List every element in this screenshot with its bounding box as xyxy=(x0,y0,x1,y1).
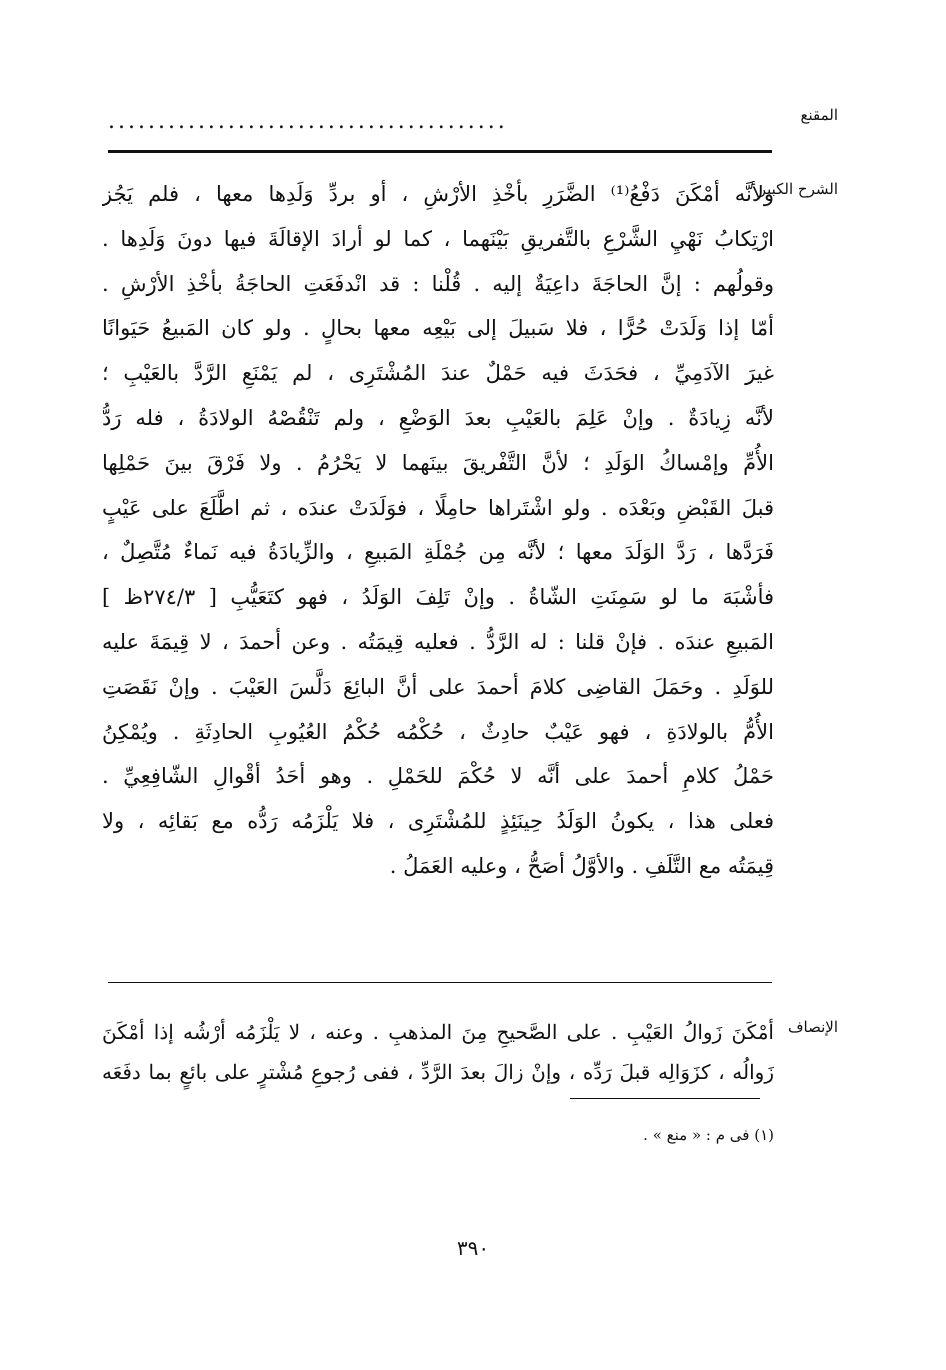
header-title: المقنع xyxy=(800,106,838,124)
page-number: ٣٩٠ xyxy=(456,1236,490,1260)
sharh-line: حَمْلُ كلامِ أحمدَ على أنَّه لا حُكْمَ للحَمْلِ . وهو أحَدُ أقْوالِ الشّافِعِيِّ . xyxy=(102,764,774,789)
sharh-line: قبلَ القَبْضِ وبَعْدَه . ولو اشْتَراها حامِلًا ، فوَلَدَتْ عندَه ، ثم اطَّلَعَ على عَيْبٍ xyxy=(102,495,774,520)
sharh-line: للوَلَدِ . وحَمَلَ القاضِى كلامَ أحمدَ على أنَّ البائِعَ دَلَّسَ العَيْبَ . وإنْ نَقَصَتِ xyxy=(102,674,774,699)
insaf-section-label: الإنصاف xyxy=(787,1018,838,1036)
sharh-line: المَبيعِ عندَه . فإنْ قلنا : له الرَّدُّ . فعليه قِيمَتُه . وعن أحمدَ ، لا قِيمَةَ عليه xyxy=(102,629,774,654)
sharh-line: فعلى هذا ، يكونُ الوَلَدُ حِينَئِذٍ للمُشْتَرِى ، فلا يَلْزَمُه رَدُّه مع بَقائِه ، ولا xyxy=(102,809,774,834)
footnote: (١) فى م : « منع » . xyxy=(643,1126,774,1144)
sharh-line: فأشْبَهَ ما لو سَمِنَتِ الشّاةُ . وإنْ تَلِفَ الوَلَدُ ، فهو كتَعَيُّبِ [ ٢٧٤/٣ظ ] xyxy=(102,585,774,610)
sharh-line: أمّا إذا وَلَدَتْ حُرًّا ، فلا سَبيلَ إلى بَيْعِه معها بحالٍ . ولو كان المَبيعُ حَيَوانًا xyxy=(102,316,774,341)
insaf-line: أمْكَنَ زَوالُ العَيْبِ . على الصَّحيحِ مِنَ المذهبِ . وعنه ، لا يَلْزَمُه أرْشُه إذا أمْكَنَ xyxy=(102,1020,774,1044)
sharh-line: وقولُهم : إنَّ الحاجَةَ داعِيَةٌ إليه . قُلْنا : قد انْدفَعَتِ الحاجَةُ بأخْذِ الأرْشِ . xyxy=(102,271,774,296)
sharh-line: لأنَّه زِيادَةٌ . وإنْ عَلِمَ بالعَيْبِ بعدَ الوَضْعِ ، ولم تَنْقُصْهُ الولادَةُ ، فله رَدُّ xyxy=(102,405,774,430)
sharh-line: غيرَ الآدَمِيِّ ، فحَدَثَ فيه حَمْلٌ عندَ المُشْتَرِى ، لم يَمْنَعِ الرَّدَّ بالعَيْبِ ؛ xyxy=(102,361,774,386)
sharh-line: قِيمَتُه مع التَّلَفِ . والأوَّلُ أصَحُّ ، وعليه العَمَلُ . xyxy=(389,853,774,878)
sharh-text xyxy=(102,172,774,889)
insaf-text xyxy=(102,1012,774,1092)
sharh-line: الأُمِّ وإمْساكُ الوَلَدِ ؛ لأنَّ التَّفْريقَ بينَهما لا يَحْرُمُ . ولا فَرْقَ بينَ حَمْلِها xyxy=(102,450,774,475)
header-dot-leader: ........................................ xyxy=(108,112,508,132)
sharh-line: ولأنَّه أمْكَنَ دَفْعُ⁽¹⁾ الضَّرَرِ بأخْذِ الأرْشِ ، أو بردِّ وَلَدِها معها ، فلم يَجُز xyxy=(102,182,774,206)
sharh-line: ارْتِكابُ نَهْيِ الشَّرْعِ بالتَّفريقِ بَيْنَهما ، كما لو أرادَ الإقالَةَ فيها دونَ وَلَدِها . xyxy=(102,226,774,251)
insaf-line: زَوالُه ، كزَوَالِه قبلَ رَدِّه ، وإنْ زالَ بعدَ الرَّدِّ ، ففى رُجوعِ مُشْترٍ على بائعٍ بما دفَعَه xyxy=(102,1060,774,1084)
footnote-rule xyxy=(570,1098,760,1099)
sharh-line: الأُمُّ بالولادَةِ ، فهو عَيْبٌ حادِثٌ ، حُكْمُه حُكْمُ العُيُوبِ الحادِثَةِ . ويُمْكِنُ xyxy=(102,719,774,744)
sharh-section-label: الشرح الكبير xyxy=(758,180,838,198)
section-divider xyxy=(108,982,772,983)
sharh-line: فَرَدَّها ، رَدَّ الوَلَدَ معها ؛ لأنَّه مِن جُمْلَةِ المَبيعِ ، والزِّيادَةُ فيه نَماءٌ مُتَّصِلٌ ، xyxy=(102,540,774,565)
header-rule xyxy=(108,150,772,153)
